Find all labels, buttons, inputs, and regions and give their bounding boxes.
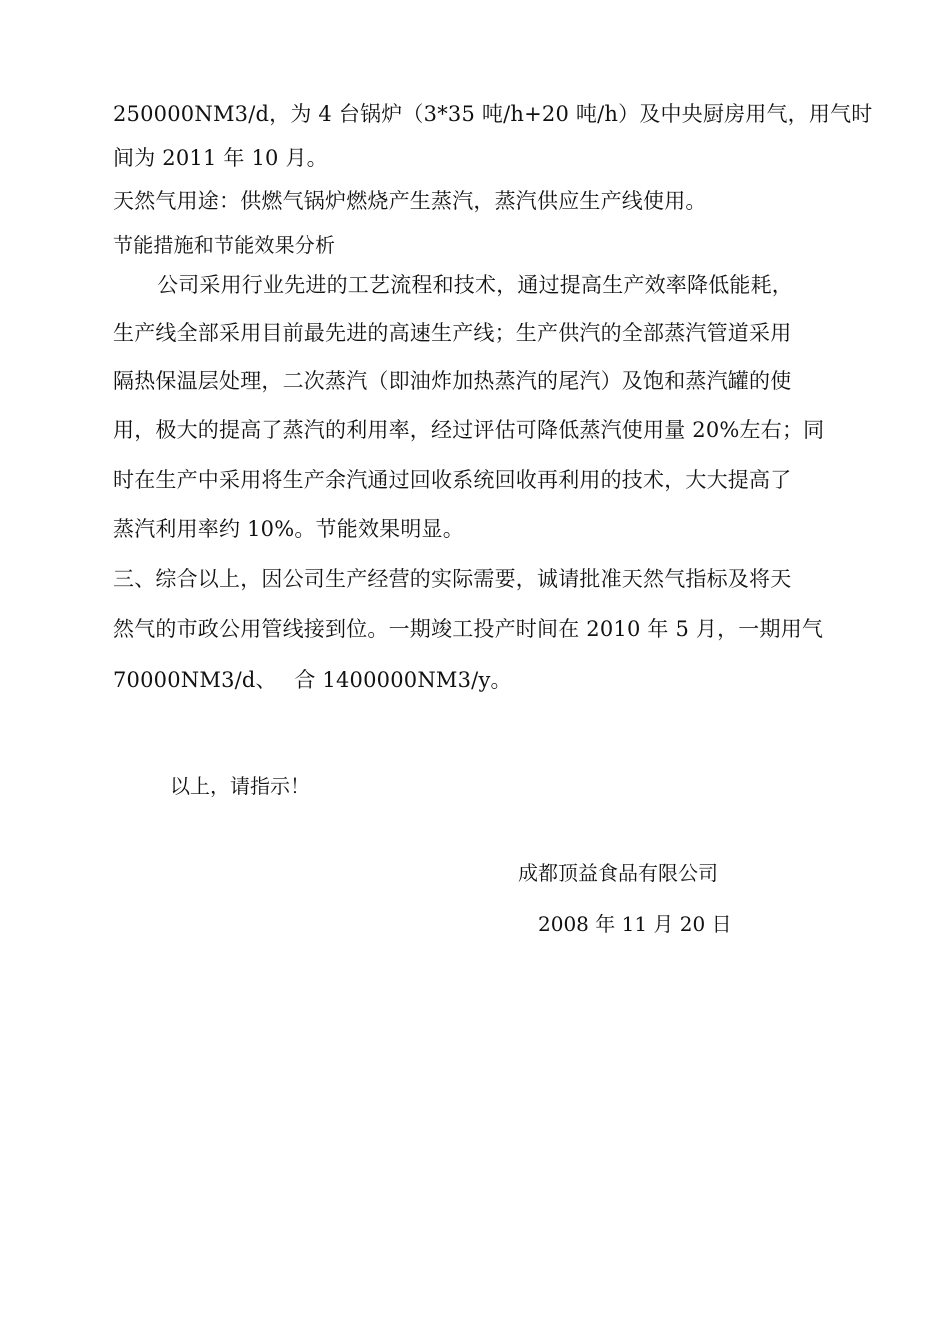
paragraph-line-10: 蒸汽利用率约 10%。节能效果明显。 <box>113 517 464 541</box>
paragraph-line-5: 公司采用行业先进的工艺流程和技术，通过提高生产效率降低能耗， <box>157 273 793 297</box>
section-heading: 节能措施和节能效果分析 <box>113 233 336 257</box>
signature-date: 2008 年 11 月 20 日 <box>538 912 732 936</box>
paragraph-line-8: 用，极大的提高了蒸汽的利用率，经过评估可降低蒸汽使用量 20%左右；同 <box>113 418 825 442</box>
paragraph-line-9: 时在生产中采用将生产余汽通过回收系统回收再利用的技术，大大提高了 <box>113 468 792 492</box>
gas-usage-line: 天然气用途：供燃气锅炉燃烧产生蒸汽，蒸汽供应生产线使用。 <box>113 189 707 213</box>
paragraph-line-13: 70000NM3/d、 合 1400000NM3/y。 <box>113 668 512 692</box>
closing-remark: 以上，请指示！ <box>170 774 310 798</box>
paragraph-line-1: 250000NM3/d，为 4 台锅炉（3*35 吨/h+20 吨/h）及中央厨房用气，用气时 <box>113 102 873 126</box>
paragraph-line-7: 隔热保温层处理，二次蒸汽（即油炸加热蒸汽的尾汽）及饱和蒸汽罐的使 <box>113 369 792 393</box>
paragraph-line-2: 间为 2011 年 10 月。 <box>113 146 328 170</box>
paragraph-line-11: 三、综合以上，因公司生产经营的实际需要，诚请批准天然气指标及将天 <box>113 567 792 591</box>
paragraph-line-6: 生产线全部采用目前最先进的高速生产线；生产供汽的全部蒸汽管道采用 <box>113 321 792 345</box>
signature-company: 成都顶益食品有限公司 <box>518 861 718 885</box>
paragraph-line-12: 然气的市政公用管线接到位。一期竣工投产时间在 2010 年 5 月，一期用气 <box>113 617 824 641</box>
